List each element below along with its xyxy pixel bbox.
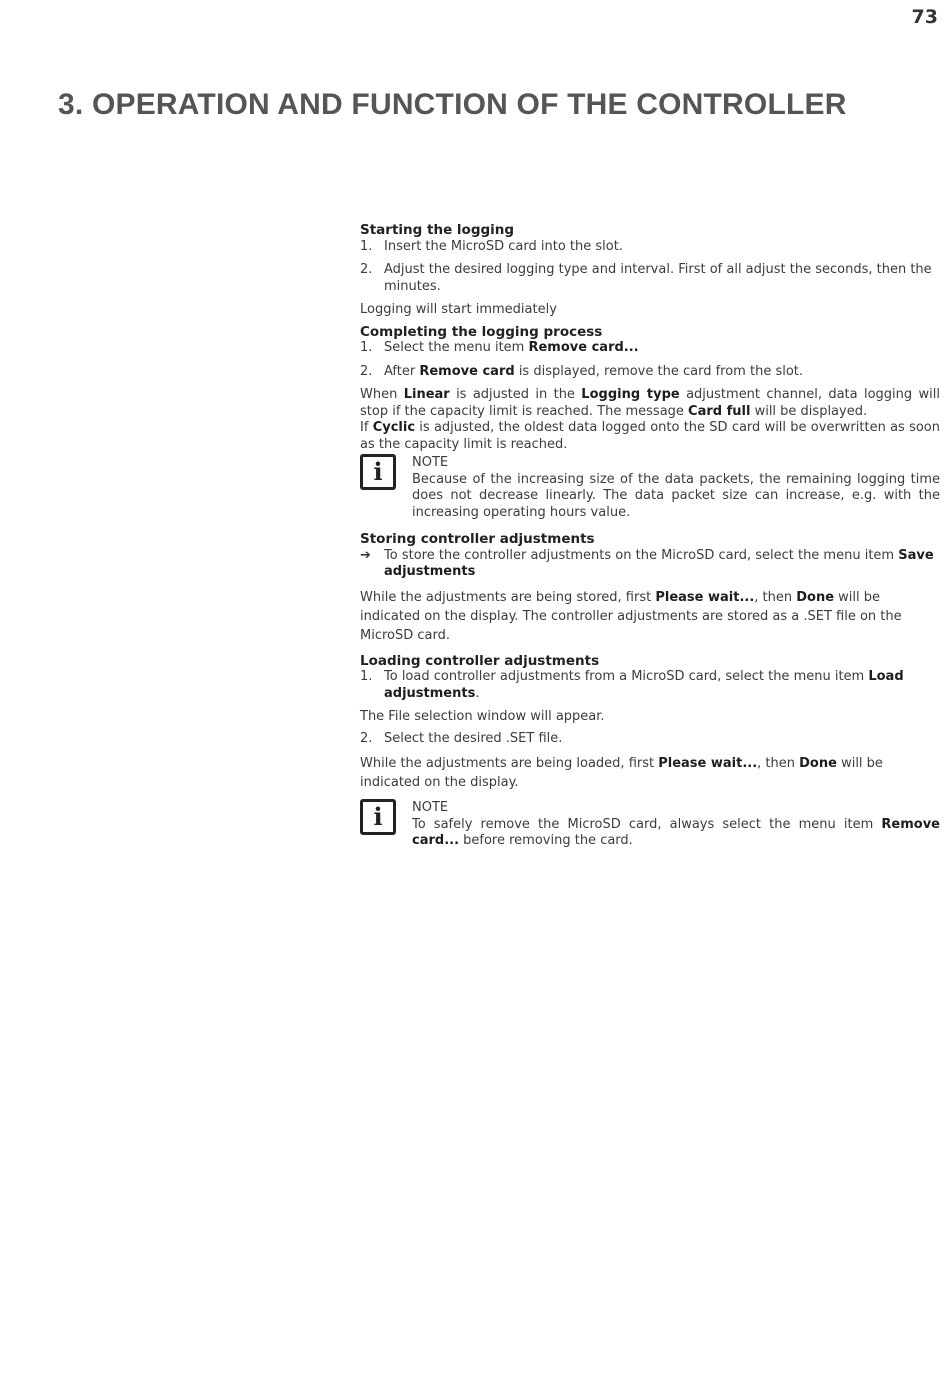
info-icon: i <box>360 454 396 490</box>
note-content <box>412 800 940 850</box>
text-run: After <box>384 363 420 379</box>
text-run: To safely remove the MicroSD card, always select the menu item <box>412 816 882 832</box>
list-item <box>360 669 940 702</box>
paragraph <box>360 420 940 453</box>
note-text: Because of the increasing size of the data packets, the remaining logging time does not decrease linearly. The data packet size can increase, e.g. with the increasing operating hours value. <box>412 471 940 520</box>
text-run: Select the menu item <box>384 340 529 355</box>
paragraph <box>360 588 940 645</box>
heading-storing-adjustments: Storing controller adjustments <box>360 531 595 547</box>
text-run: will be indicated on the display. <box>360 756 883 790</box>
term: Done <box>796 589 835 605</box>
list-text <box>384 669 940 702</box>
text-run: will be indicated on the display. The controller adjustments are stored as a .SET file on the MicroSD card. <box>360 589 902 643</box>
list-text: Insert the MicroSD card into the slot. <box>384 238 623 254</box>
text-run: When <box>360 387 404 402</box>
menu-item-name: Remove card... <box>412 816 940 848</box>
term: Cyclic <box>372 420 416 435</box>
note-box <box>360 455 940 521</box>
note-content <box>412 455 940 521</box>
list-item <box>360 548 940 581</box>
text-run: , then <box>757 756 800 771</box>
list-item <box>360 364 940 381</box>
list-text <box>384 340 940 357</box>
page-number: 73 <box>911 6 938 28</box>
list-number: 1. <box>360 238 373 254</box>
list-number: 1. <box>360 669 373 684</box>
note-label: NOTE <box>412 455 449 470</box>
text-run: is adjusted, the oldest data logged onto the SD card will be overwritten as soon as the capacity limit is reached. <box>360 420 941 452</box>
paragraph: The File selection window will appear. <box>360 709 605 724</box>
text-run: While the adjustments are being stored, first <box>360 589 656 605</box>
list-item <box>360 262 940 295</box>
list-number: 2. <box>360 363 373 379</box>
note-box <box>360 800 940 850</box>
heading-completing-logging: Completing the logging process <box>360 323 603 340</box>
list-item <box>360 731 940 748</box>
menu-item-name: Remove card <box>419 363 515 379</box>
list-text: Select the desired .SET file. <box>384 730 563 746</box>
term: Logging type <box>581 387 680 402</box>
main-content <box>360 222 940 860</box>
text-run: , then <box>754 589 797 605</box>
text-run: To store the controller adjustments on the MicroSD card, select the menu item <box>384 547 899 563</box>
term: Card full <box>688 403 751 419</box>
term: Please wait... <box>658 756 758 771</box>
info-icon: i <box>360 799 396 835</box>
text-run: before removing the card. <box>459 833 633 848</box>
paragraph <box>360 387 940 420</box>
text-run: . <box>475 685 480 701</box>
menu-item-name: Save adjustments <box>384 547 934 579</box>
text-run: adjustment channel, data logging will stop if the capacity limit is reached. The message <box>360 387 940 419</box>
chapter-title: 3. OPERATION AND FUNCTION OF THE CONTROLLER <box>58 88 847 121</box>
list-number: 2. <box>360 730 373 746</box>
note-label: NOTE <box>412 800 449 815</box>
list-item <box>360 340 940 357</box>
list-item <box>360 239 940 256</box>
list-text <box>384 548 940 581</box>
note-text <box>412 817 940 850</box>
paragraph <box>360 754 940 792</box>
heading-loading-adjustments: Loading controller adjustments <box>360 652 600 669</box>
term: Linear <box>403 387 450 402</box>
text-run: If <box>360 420 373 435</box>
text-run: is displayed, remove the card from the slot. <box>514 363 804 379</box>
list-text <box>384 364 940 381</box>
text-run: To load controller adjustments from a MicroSD card, select the menu item <box>384 669 869 684</box>
arrow-right-icon: ➔ <box>360 547 371 563</box>
menu-item-name: Remove card... <box>528 340 639 355</box>
menu-item-name: Load adjustments <box>384 669 904 701</box>
heading-starting-logging: Starting the logging <box>360 222 515 238</box>
text-run: While the adjustments are being loaded, first <box>360 756 659 771</box>
term: Please wait... <box>655 589 755 605</box>
list-number: 1. <box>360 340 373 355</box>
list-number: 2. <box>360 262 373 277</box>
term: Done <box>799 756 837 771</box>
paragraph: Logging will start immediately <box>360 302 557 317</box>
list-text: Adjust the desired logging type and interval. First of all adjust the seconds, then the minutes. <box>384 262 932 294</box>
text-run: is adjusted in the <box>449 387 582 402</box>
text-run: will be displayed. <box>750 403 868 419</box>
